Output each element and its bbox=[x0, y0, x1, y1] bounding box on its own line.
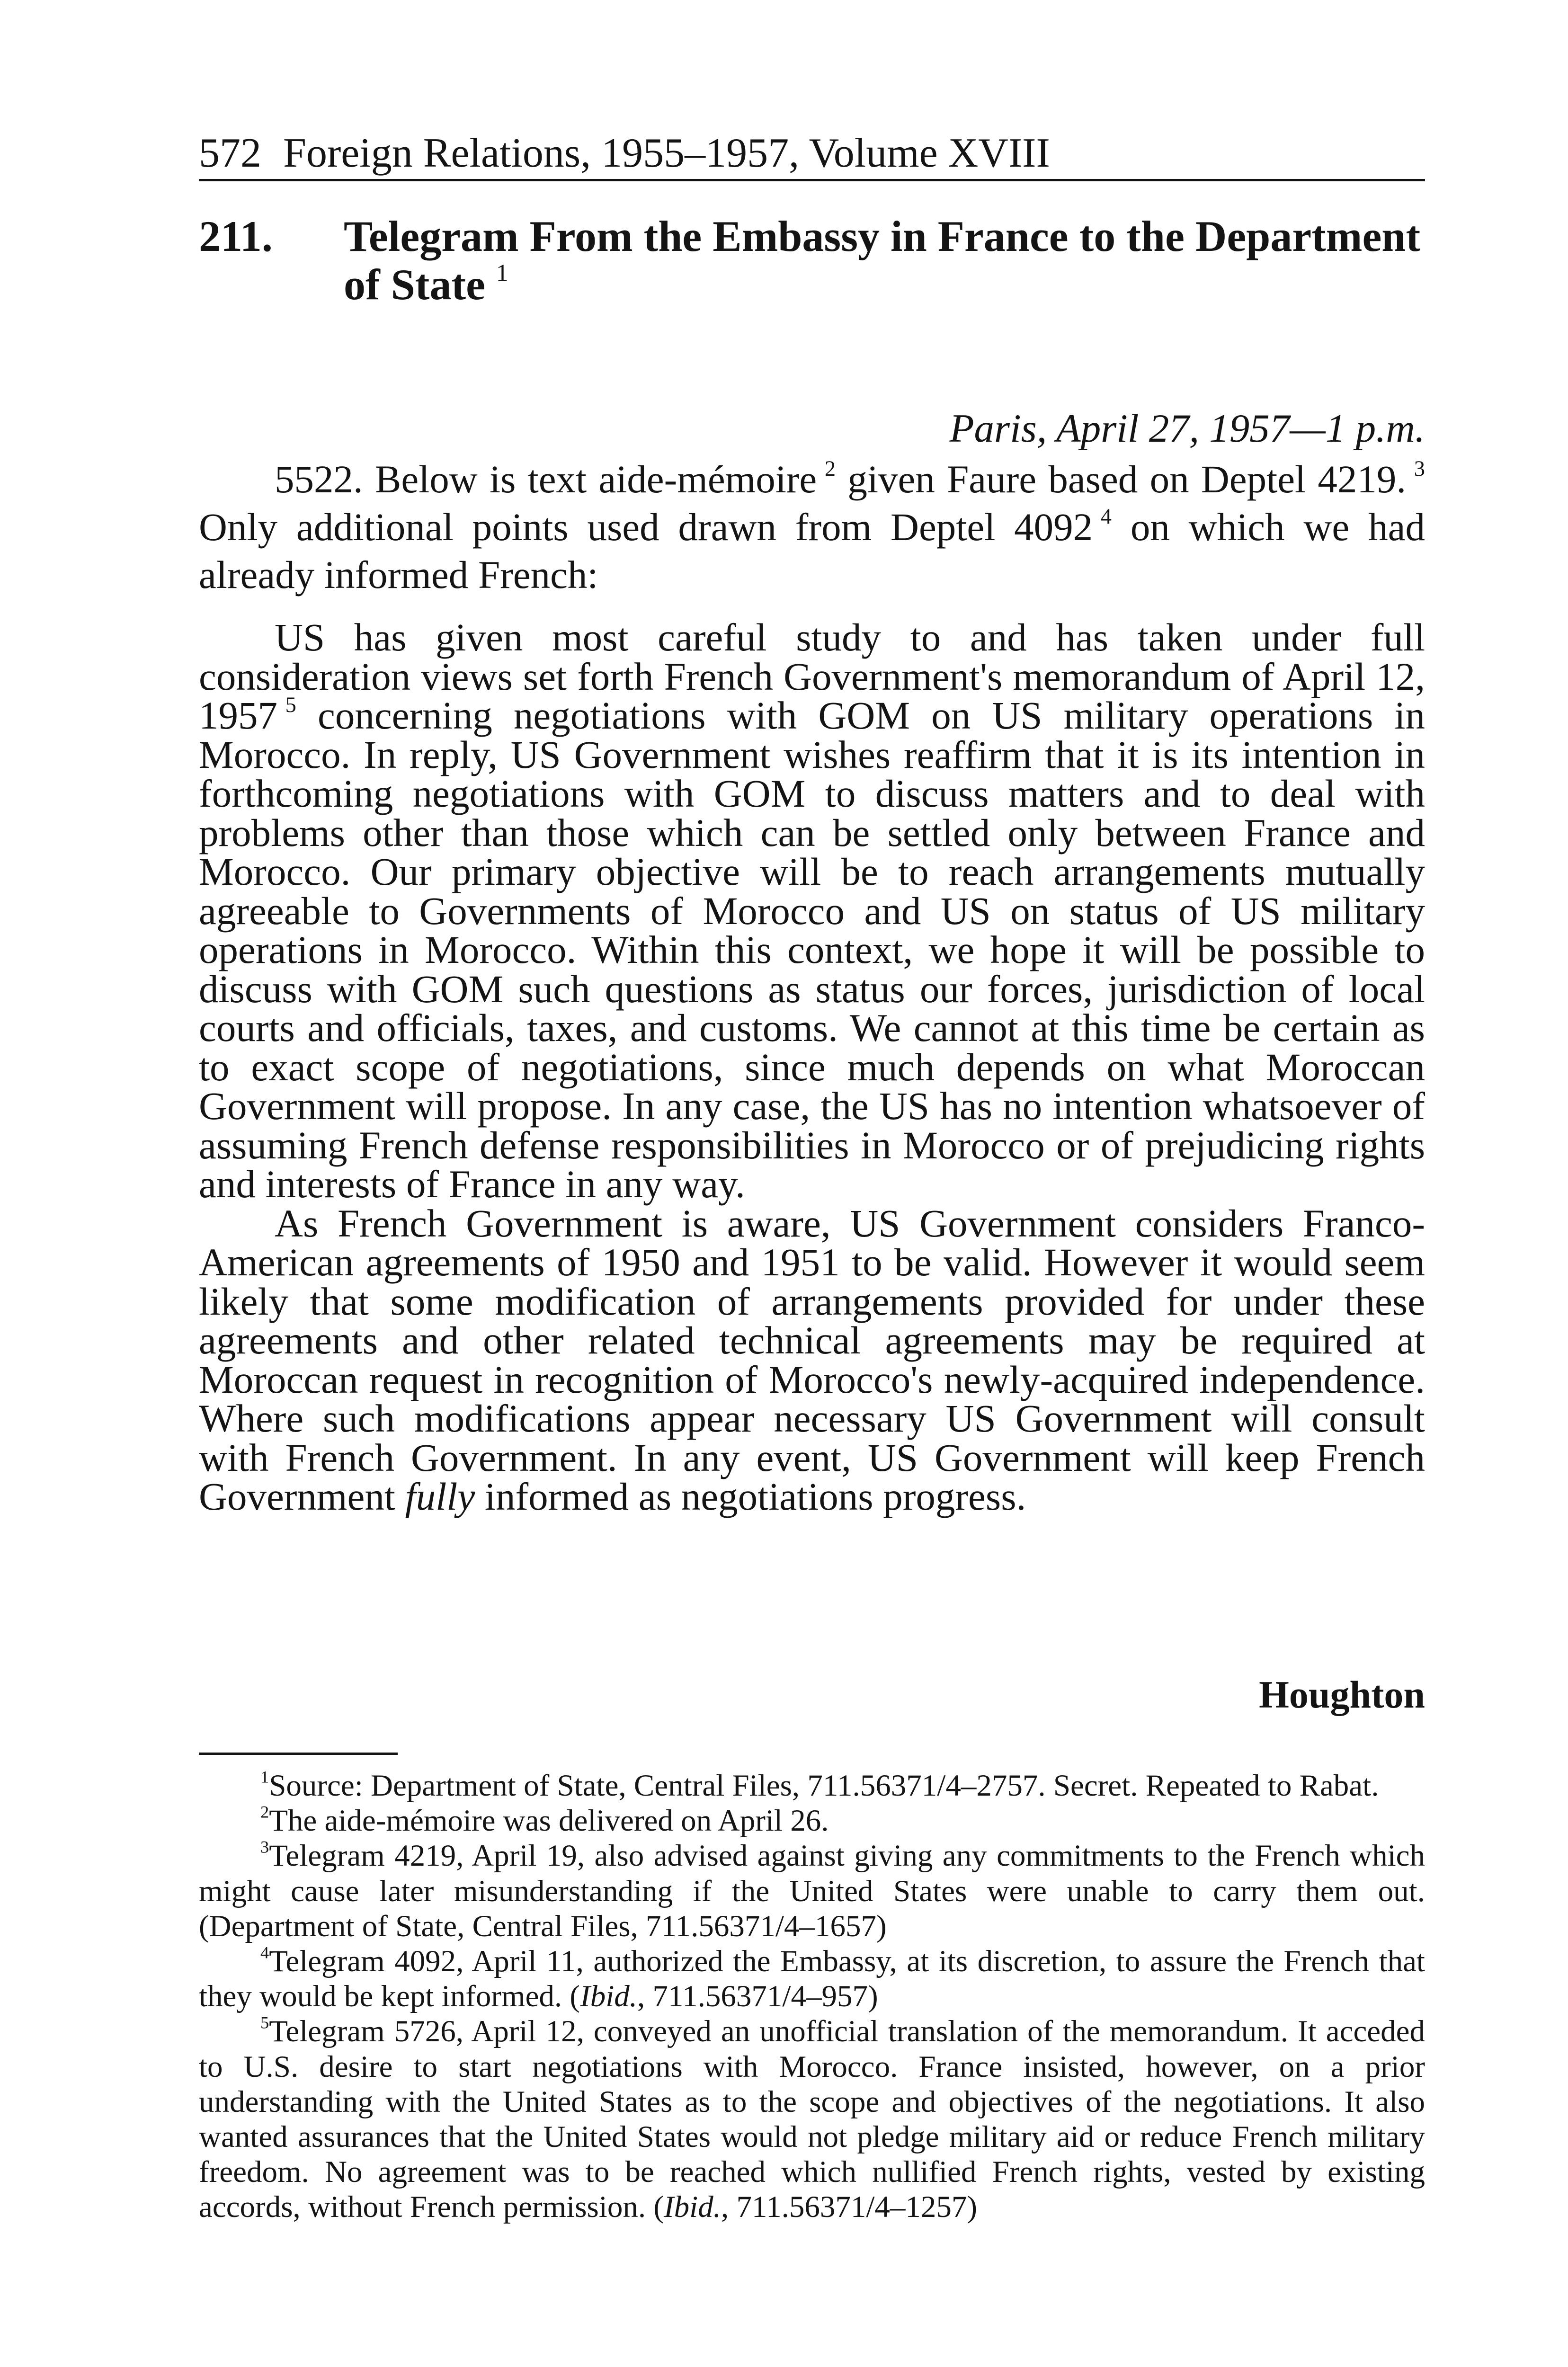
footnote-text: , 711.56371/4–1257) bbox=[721, 2190, 978, 2225]
emphasis-text: fully bbox=[405, 1475, 475, 1518]
footnote bbox=[199, 1944, 1425, 2014]
memo-paragraph bbox=[199, 1201, 1425, 1518]
footnote-text: Telegram 4219, April 19, also advised against giving any commitments to the French which might cause later misunderstanding if the United States were unable to carry them out. (Department of State, Central Files, 711.56371/4–1657) bbox=[199, 1839, 1425, 1943]
memo-paragraph bbox=[199, 615, 1425, 1206]
intro-text: 5522. Below is text aide-mémoire bbox=[275, 457, 817, 501]
page-number: 572 bbox=[199, 130, 261, 176]
intro-text: given Faure based on Deptel 4219. bbox=[836, 457, 1407, 501]
memo-text: US has given most careful study to and has taken under full consideration views set forth French Government's memorandum of April 12, 1957 bbox=[199, 615, 1425, 737]
footnote-ref-5: 5 bbox=[285, 693, 296, 718]
footnote bbox=[199, 1838, 1425, 1944]
footnote-mark: 1 bbox=[260, 1767, 269, 1787]
footnote-mark: 3 bbox=[260, 1838, 269, 1857]
footnote-text: Telegram 5726, April 12, conveyed an unofficial translation of the memorandum. It acceded to U.S. desire to start negotiations with Morocco. France insisted, however, on a prior understanding with the United States as to the scope and objectives of the negotiations. It also wanted assurances that the United States would not pledge military aid or reduce French military freedom. No agreement was to be reached which nullified French rights, vested by existing accords, without French permission. ( bbox=[199, 2014, 1425, 2225]
running-header bbox=[199, 128, 1425, 181]
footnote-mark: 5 bbox=[260, 2013, 269, 2033]
footnote-divider bbox=[199, 1753, 398, 1755]
footnote-ref-1: 1 bbox=[496, 259, 508, 287]
memo-text: concerning negotiations with GOM on US military operations in Morocco. In reply, US Government wishes reaffirm that it is its intention in forthcoming negotiations with GOM to discuss matters and to deal with problems other than those which can be settled only between France and Morocco. Our primary objective will be to reach arrangements mutually agreeable to Governments of Morocco and US on status of US military operations in Morocco. Within this context, we hope it will be possible to discuss with GOM such questions as status our forces, jurisdiction of local courts and officials, taxes, and customs. We cannot at this time be certain as to exact scope of negotiations, since much depends on what Moroccan Government will propose. In any case, the US has no intention whatsoever of assuming French defense responsibilities in Morocco or of prejudicing rights and interests of France in any way. bbox=[199, 694, 1425, 1206]
footnote-ibid: Ibid. bbox=[664, 2190, 721, 2225]
dateline: Paris, April 27, 1957—1 p.m. bbox=[949, 406, 1425, 451]
document-number: 211. bbox=[199, 212, 273, 260]
memo-text: As French Government is aware, US Government considers Franco-American agreements of 1950 and 1951 to be valid. However it would seem likely that some modification of arrangements provided for under these agreements and other related technical agreements may be required at Moroccan request in recognition of Morocco's newly-acquired independence. Where such modifications appear necessary US Government will consult with French Government. In any event, US Government will keep French Government bbox=[199, 1201, 1425, 1518]
footnotes bbox=[199, 1768, 1425, 2225]
footnote-text: Telegram 4092, April 11, authorized the Embassy, at its discretion, to assure the French that they would be kept informed. ( bbox=[199, 1944, 1425, 2014]
series-title: Foreign Relations, 1955–1957, Volume XVIII bbox=[283, 130, 1050, 176]
memo-text: informed as negotiations progress. bbox=[475, 1475, 1026, 1518]
aide-memoire-text bbox=[199, 615, 1425, 1518]
footnote-text: Source: Department of State, Central Files, 711.56371/4–2757. Secret. Repeated to Rabat. bbox=[269, 1769, 1379, 1803]
footnote-ref-4: 4 bbox=[1100, 505, 1112, 529]
footnote-ibid: Ibid. bbox=[580, 1979, 638, 2014]
footnote-ref-3: 3 bbox=[1414, 457, 1425, 481]
telegram-intro bbox=[199, 455, 1425, 599]
document-title bbox=[344, 212, 1425, 309]
footnote-text: , 711.56371/4–957) bbox=[637, 1979, 878, 2014]
footnote bbox=[199, 1803, 1425, 1838]
footnote-mark: 2 bbox=[260, 1802, 269, 1822]
footnote bbox=[199, 2014, 1425, 2225]
intro-text: on which we had already informed French: bbox=[199, 505, 1425, 596]
intro-text: Only additional points used drawn from Deptel 4092 bbox=[199, 505, 1093, 549]
footnote-ref-2: 2 bbox=[824, 457, 836, 481]
document-title-text: Telegram From the Embassy in France to the Department of State bbox=[344, 212, 1421, 309]
footnote-text: The aide-mémoire was delivered on April 26. bbox=[269, 1804, 829, 1838]
footnote bbox=[199, 1768, 1425, 1803]
footnote-mark: 4 bbox=[260, 1943, 269, 1962]
signature: Houghton bbox=[1259, 1673, 1425, 1716]
